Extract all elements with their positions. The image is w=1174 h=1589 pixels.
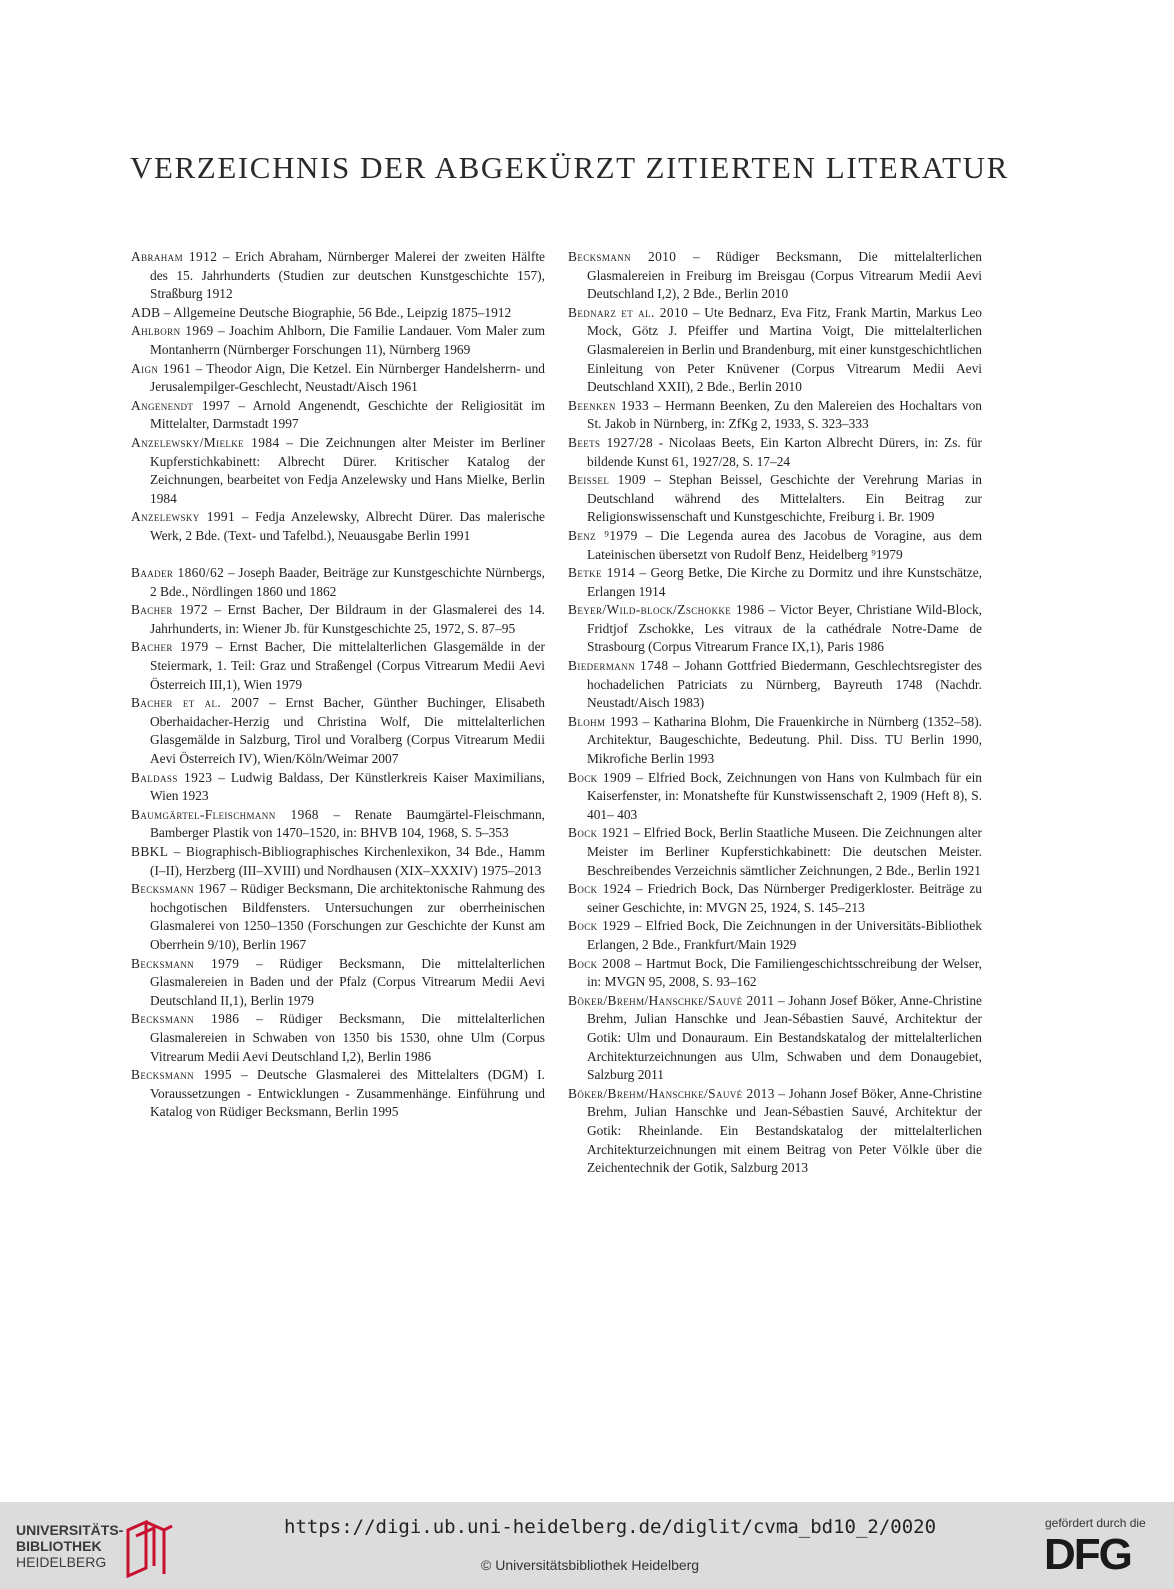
citation-key: Beets 1927/28 xyxy=(568,434,654,450)
citation-key: Baumgärtel-Fleischmann 1968 xyxy=(131,806,319,822)
citation-key: Becksmann 1986 xyxy=(131,1011,240,1027)
bibliography-entry xyxy=(131,360,545,397)
bibliography-entry xyxy=(568,564,982,601)
bibliography-entry xyxy=(568,304,982,397)
citation-key: Bock 1921 xyxy=(568,825,630,841)
citation-key: BBKL xyxy=(131,844,169,859)
bibliography-entry xyxy=(131,880,545,954)
bibliography-entry xyxy=(568,992,982,1085)
bibliography-entry xyxy=(131,769,545,806)
citation-text: – Katharina Blohm, Die Frauenkirche in Nürnberg (1352–58). Architektur, Baugeschichte, Bedeutung. Phil. Diss. TU Berlin 1990, Mikrofiche Berlin 1993 xyxy=(587,713,983,767)
citation-text: – Ernst Bacher, Günther Buchinger, Elisabeth Oberhaidacher-Herzig und Christina Wolf, Die mittelalterlichen Glasgemälde in Salzburg, Tirol und Voralberg (Corpus Vitrearum Medii Aevi Österreich IV), Wien/Köln/Weimar 2007 xyxy=(150,695,545,767)
citation-text: – Friedrich Bock, Das Nürnberger Predigerkloster. Beiträge zu seiner Geschichte, in: MVGN 25, 1924, S. 145–213 xyxy=(587,881,982,915)
citation-key: Böker/Brehm/Hanschke/Sauvé 2011 xyxy=(568,992,775,1008)
citation-key: Baldass 1923 xyxy=(131,769,213,785)
citation-key: Benz ⁹1979 xyxy=(568,527,638,543)
bibliography-entry xyxy=(568,824,982,880)
citation-text: – Johann Josef Böker, Anne-Christine Brehm, Julian Hanschke und Jean-Sébastien Sauvé, Architektur der Gotik: Ulm und Donauraum. Ein Bestandskatalog der mittelalterlichen Architekturzeichnungen aus Ulm, Schwaben und dem Donaugebiet, Salzburg 2011 xyxy=(587,992,982,1083)
citation-text: – Rüdiger Becksmann, Die mittelalterlichen Glasmalereien in Baden und der Pfalz (Corpus Vitrearum Medii Aevi Deutschland II,1), Berlin 1979 xyxy=(150,955,545,1008)
citation-text: – Rüdiger Becksmann, Die architektonische Rahmung des hochgotischen Bildfensters. Untersuchungen zur oberrheinischen Glasmalerei von 1250–1350 (Forschungen zur Geschichte der Kunst am Oberrhein 9/10), Berlin 1967 xyxy=(150,881,546,952)
citation-text: – Elfried Bock, Zeichnungen von Hans von Kulmbach für ein Kaiserfenster, in: Monatshefte für Kunstwissenschaft 2, 1909 (Heft 8), S. 401– 403 xyxy=(587,769,982,822)
citation-text: - Nicolaas Beets, Ein Karton Albrecht Dürers, in: Zs. für bildende Kunst 61, 1927/28, S. 17–24 xyxy=(587,434,982,469)
bibliography-left-column xyxy=(131,248,545,1122)
library-name-line2: BIBLIOTHEK xyxy=(16,1538,102,1554)
citation-text: – Biographisch-Bibliographisches Kirchenlexikon, 34 Bde., Hamm (I–II), Herzberg (III–XVIII) und Nordhausen (XIX–XXXIV) 1975–2013 xyxy=(150,844,545,878)
copyright-notice: © Universitätsbibliothek Heidelberg xyxy=(481,1557,700,1573)
bibliography-entry xyxy=(568,1085,982,1178)
citation-key: Bock 1929 xyxy=(568,918,631,934)
bibliography-entry xyxy=(131,955,545,1011)
citation-key: Becksmann 1995 xyxy=(131,1067,232,1083)
citation-text: – Joachim Ahlborn, Die Familie Landauer. Vom Maler zum Montanherrn (Nürnberger Forschungen 11), Nürnberg 1969 xyxy=(150,323,545,357)
bibliography-entry xyxy=(568,248,982,304)
page-title: VERZEICHNIS DER ABGEKÜRZT ZITIERTEN LITERATUR xyxy=(130,150,1009,185)
citation-key: Beenken 1933 xyxy=(568,397,650,413)
permalink-url[interactable]: https://digi.ub.uni-heidelberg.de/diglit/cvma_bd10_2/0020 xyxy=(284,1516,937,1538)
citation-key: Beyer/Wild-block/Zschokke 1986 xyxy=(568,602,765,618)
bibliography-entry xyxy=(131,638,545,694)
citation-text: – Ernst Bacher, Die mittelalterlichen Glasgemälde in der Steiermark, 1. Teil: Graz und Straßengel (Corpus Vitrearum Medii Aevi Österreich III,1), Wien 1979 xyxy=(150,639,545,692)
citation-text: – Elfried Bock, Berlin Staatliche Museen. Die Zeichnungen alter Meister im Berliner Kupferstichkabinett: Die deutschen Meister. Beschreibendes Verzeichnis sämtlicher Zeichnungen, 2 Bde., Berlin 1921 xyxy=(587,825,982,878)
bibliography-entry xyxy=(131,1066,545,1122)
citation-text: – Johann Gottfried Biedermann, Geschlechtsregister des hochadelichen Patriciats zu Nürnberg, Bayreuth 1748 (Nachdr. Neustadt/Aisch 1983) xyxy=(587,658,982,711)
bibliography-entry xyxy=(568,471,982,527)
citation-text: – Ute Bednarz, Eva Fitz, Frank Martin, Markus Leo Mock, Götz J. Pfeiffer und Martina Voigt, Die mittelalterlichen Glasmalereien in Berlin und Brandenburg, mit einer kunstgeschichtlichen Einleitung von Peter Knüvener (Corpus Vitrearum Medii Aevi Deutschland XXII), 2 Bde., Berlin 2010 xyxy=(587,304,982,395)
citation-text: – Die Legenda aurea des Jacobus de Voragine, aus dem Lateinischen übersetzt von Rudolf Benz, Heidelberg ⁹1979 xyxy=(587,527,982,562)
library-logo[interactable] xyxy=(16,1516,186,1578)
bibliography-entry xyxy=(568,713,982,769)
bibliography-entry xyxy=(131,843,545,880)
citation-text: – Ernst Bacher, Der Bildraum in der Glasmalerei des 14. Jahrhunderts, in: Wiener Jb. für Kunstgeschichte 25, 1972, S. 87–95 xyxy=(150,602,545,636)
library-emblem-icon xyxy=(120,1516,180,1578)
citation-key: Aign 1961 xyxy=(131,360,192,376)
citation-text: – Theodor Aign, Die Ketzel. Ein Nürnberger Handelsherrn- und Jerusalempilger-Geschlecht, Neustadt/Aisch 1961 xyxy=(150,360,545,395)
citation-key: Abraham 1912 xyxy=(131,249,218,264)
citation-key: Becksmann 1979 xyxy=(131,955,240,971)
citation-text: – Deutsche Glasmalerei des Mittelalters (DGM) I. Voraussetzungen - Entwicklungen - Zusammenhänge. Einführung und Katalog von Rüdiger Becksmann, Berlin 1995 xyxy=(150,1067,545,1120)
section-gap xyxy=(131,546,545,565)
citation-key: Böker/Brehm/Hanschke/Sauvé 2013 xyxy=(568,1085,775,1101)
bibliography-entry xyxy=(131,434,545,508)
citation-text: – Joseph Baader, Beiträge zur Kunstgeschichte Nürnbergs, 2 Bde., Nördlingen 1860 und 1862 xyxy=(150,565,545,599)
bibliography-entry xyxy=(131,304,545,323)
citation-text: – Johann Josef Böker, Anne-Christine Brehm, Julian Hanschke und Jean-Sébastien Sauvé, Architektur der Gotik: Rheinlande. Ein Bestandskatalog der mittelalterlichen Architekturzeichnungen mit einem Beitrag von Peter Völkle über die Zeichentechnik der Gotik, Salzburg 2013 xyxy=(587,1085,982,1176)
citation-text: – Erich Abraham, Nürnberger Malerei der zweiten Hälfte des 15. Jahrhunderts (Studien zur deutschen Kunstgeschichte 157), Straßburg 1912 xyxy=(150,249,545,302)
citation-key: Bock 2008 xyxy=(568,955,631,971)
footer-bar xyxy=(0,1502,1174,1589)
citation-key: Bacher 1979 xyxy=(131,639,209,655)
bibliography-entry xyxy=(568,917,982,954)
bibliography-right-column xyxy=(568,248,982,1178)
citation-key: Biedermann 1748 xyxy=(568,658,669,674)
citation-text: – Elfried Bock, Die Zeichnungen in der Universitäts-Bibliothek Erlangen, 2 Bde., Frankfurt/Main 1929 xyxy=(587,918,982,952)
library-name xyxy=(16,1522,123,1570)
citation-text: – Rüdiger Becksmann, Die mittelalterlichen Glasmalereien in Schwaben von 1350 bis 1530, ohne Ulm (Corpus Vitrearum Medii Aevi Deutschland I,2), Berlin 1986 xyxy=(150,1011,545,1064)
citation-key: Bock 1909 xyxy=(568,769,632,785)
bibliography-entry xyxy=(568,880,982,917)
bibliography-entry xyxy=(131,322,545,359)
funder-caption: gefördert durch die xyxy=(1045,1516,1146,1530)
bibliography-entry xyxy=(131,694,545,768)
citation-text: – Stephan Beissel, Geschichte der Verehrung Marias in Deutschland während des Mittelalters. Ein Beitrag zur Religionswissenschaft und Kunstgeschichte, Freiburg i. Br. 1909 xyxy=(587,472,982,525)
citation-key: Bock 1924 xyxy=(568,881,632,897)
dfg-logo[interactable]: DFG xyxy=(1044,1530,1131,1579)
bibliography-entry xyxy=(131,1010,545,1066)
bibliography-entry xyxy=(131,601,545,638)
bibliography-entry xyxy=(131,806,545,843)
bibliography-entry xyxy=(568,434,982,471)
citation-text: – Hermann Beenken, Zu den Malereien des Hochaltars von St. Jakob in Nürnberg, in: ZfKg 2, 1933, S. 323–333 xyxy=(587,397,982,432)
citation-key: Anzelewsky 1991 xyxy=(131,509,236,525)
bibliography-entry xyxy=(131,508,545,545)
citation-key: Betke 1914 xyxy=(568,565,636,581)
citation-text: – Die Zeichnungen alter Meister im Berliner Kupferstichkabinett: Albrecht Dürer. Kritischer Katalog der Zeichnungen, bearbeitet von Fedja Anzelewsky und Hans Mielke, Berlin 1984 xyxy=(150,434,545,506)
citation-key: Blohm 1993 xyxy=(568,713,639,729)
citation-text: – Renate Baumgärtel-Fleischmann, Bamberger Plastik von 1470–1520, in: BHVB 104, 1968, S. 5–353 xyxy=(150,806,545,841)
citation-text: – Georg Betke, Die Kirche zu Dormitz und ihre Kunstschätze, Erlangen 1914 xyxy=(587,565,982,599)
citation-text: – Allgemeine Deutsche Biographie, 56 Bde., Leipzig 1875–1912 xyxy=(160,304,512,320)
bibliography-entry xyxy=(131,564,545,601)
library-name-line3: HEIDELBERG xyxy=(16,1554,107,1570)
citation-text: – Victor Beyer, Christiane Wild-Block, Fridtjof Zschokke, Les vitraux de la cathédrale Notre-Dame de Strasbourg (Corpus Vitrearum France IX,1), Paris 1986 xyxy=(587,602,983,655)
citation-key: Baader 1860/62 xyxy=(131,565,225,581)
bibliography-entry xyxy=(568,527,982,564)
citation-key: Anzelewsky/Mielke 1984 xyxy=(131,434,280,450)
bibliography-entry xyxy=(568,397,982,434)
citation-text: – Arnold Angenendt, Geschichte der Religiosität im Mittelalter, Darmstadt 1997 xyxy=(150,397,545,432)
citation-key: Bacher 1972 xyxy=(131,602,208,618)
citation-key: Bednarz et al. 2010 xyxy=(568,304,689,320)
bibliography-entry xyxy=(568,769,982,825)
library-name-line1: UNIVERSITÄTS- xyxy=(16,1522,124,1538)
citation-text: – Hartmut Bock, Die Familiengeschichtsschreibung der Welser, in: MVGN 95, 2008, S. 93–162 xyxy=(587,955,982,990)
bibliography-entry xyxy=(131,248,545,304)
citation-key: Ahlborn 1969 xyxy=(131,323,214,339)
citation-key: Becksmann 1967 xyxy=(131,881,227,897)
citation-key: Angenendt 1997 xyxy=(131,397,231,413)
bibliography-entry xyxy=(131,397,545,434)
bibliography-entry xyxy=(568,657,982,713)
citation-key: Beissel 1909 xyxy=(568,472,647,488)
citation-text: – Ludwig Baldass, Der Künstlerkreis Kaiser Maximilians, Wien 1923 xyxy=(150,769,545,804)
citation-key: ADB xyxy=(131,304,161,320)
citation-text: – Rüdiger Becksmann, Die mittelalterlichen Glasmalereien in Freiburg im Breisgau (Corpus Vitrearum Medii Aevi Deutschland I,2), 2 Bde., Berlin 2010 xyxy=(587,249,982,302)
citation-key: Bacher et al. 2007 xyxy=(131,695,260,711)
citation-text: – Fedja Anzelewsky, Albrecht Dürer. Das malerische Werk, 2 Bde. (Text- und Tafelbd.), Neuausgabe Berlin 1991 xyxy=(150,509,545,543)
bibliography-entry xyxy=(568,601,982,657)
citation-key: Becksmann 2010 xyxy=(568,249,677,264)
bibliography-entry xyxy=(568,955,982,992)
